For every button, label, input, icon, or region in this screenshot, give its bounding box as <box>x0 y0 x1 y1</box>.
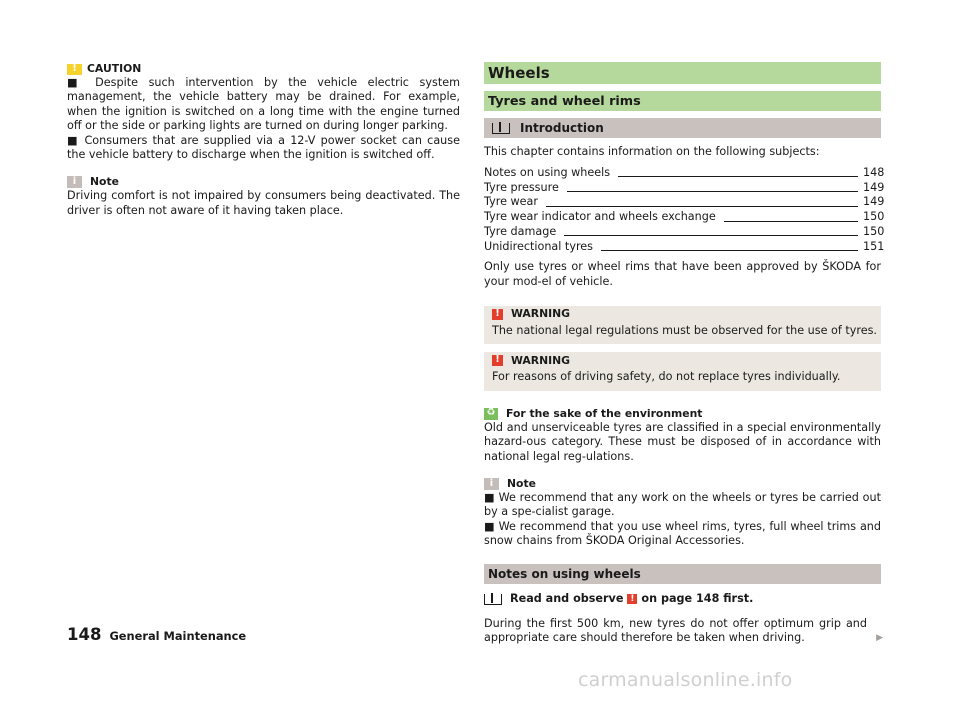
note-text: Driving comfort is not impaired by consumers being deactivated. The driver is often not aware of it having taken place. <box>67 189 460 217</box>
caution-icon <box>67 64 82 75</box>
warning-label: WARNING <box>511 307 571 321</box>
note-item-1: ■ We recommend that any work on the wheels or tyres be carried out by a spe-cialist garage. <box>484 491 881 519</box>
toc-entry-page: 150 <box>863 224 885 238</box>
environment-icon <box>484 408 498 420</box>
toc-entry-label: Tyre damage <box>484 224 557 238</box>
toc-entry[interactable] <box>484 224 885 240</box>
toc-entry[interactable] <box>484 210 885 225</box>
warning-text: The national legal regulations must be observed for the use of tyres. <box>492 324 877 337</box>
toc-entry-page: 149 <box>863 180 885 194</box>
first-km-text: During the first 500 km, new tyres do not offer optimum grip and appropriate care should therefore be taken when driving. <box>484 616 867 645</box>
toc-entry[interactable] <box>484 180 885 195</box>
continue-arrow-icon: ▶ <box>876 633 883 644</box>
note-header <box>484 477 881 491</box>
caution-header <box>67 62 460 76</box>
intro-text: This chapter contains information on the following subjects: <box>484 145 820 158</box>
intro-heading: Introduction <box>520 120 604 135</box>
caution-item-2: ■ Consumers that are supplied via a 12-V power socket can cause the vehicle battery to discharge when the ignition is switched off. <box>67 133 460 162</box>
environment-label: For the sake of the environment <box>506 406 703 420</box>
toc-entry-page: 150 <box>863 210 885 224</box>
toc-entry-label: Tyre wear indicator and wheels exchange <box>484 210 716 224</box>
notes-heading: Notes on using wheels <box>484 564 881 584</box>
toc-leader <box>567 191 858 192</box>
caution-item-1: ■ Despite such intervention by the vehicle electric system management, the vehicle battery may be drained. For example, when the ignition is switched on a long time with the engine turned off or the side or parking lights are turned on during longer parking. <box>67 76 460 133</box>
section-title: Wheels <box>484 62 881 84</box>
book-icon <box>492 123 510 134</box>
info-icon <box>484 478 499 490</box>
read-suffix[interactable]: on page 148 first. <box>641 591 754 605</box>
book-icon <box>484 594 502 605</box>
toc-entry-page: 148 <box>863 165 885 179</box>
toc-entry-label: Tyre pressure <box>484 180 559 194</box>
warning-icon <box>492 309 503 320</box>
warning-text: For reasons of driving safety, do not replace tyres individually. <box>492 370 841 384</box>
page-footer <box>67 625 247 644</box>
warning-box <box>484 306 881 344</box>
environment-header <box>484 407 881 421</box>
first-km-block <box>484 617 881 646</box>
warning-box <box>484 352 881 390</box>
toc-entry-label: Tyre wear <box>484 195 538 209</box>
toc-entry-page: 151 <box>863 239 885 253</box>
warning-icon[interactable] <box>627 594 637 604</box>
toc-entry[interactable] <box>484 239 885 254</box>
toc-entry[interactable] <box>484 165 885 180</box>
page-number: 148 <box>67 625 102 644</box>
note-label: Note <box>90 175 119 189</box>
note-label: Note <box>507 476 536 490</box>
toc-leader <box>564 235 858 236</box>
toc-leader <box>601 250 858 251</box>
warning-label: WARNING <box>511 353 571 367</box>
read-prefix: Read and observe <box>510 591 624 605</box>
approval-text: Only use tyres or wheel rims that have been approved by ŠKODA for your mod-el of vehicle. <box>484 260 881 288</box>
read-and-observe <box>484 592 881 607</box>
warning-icon <box>492 355 503 366</box>
toc-entry-page: 149 <box>863 195 885 209</box>
note-header <box>67 175 460 189</box>
info-icon <box>67 176 82 188</box>
toc-leader <box>546 206 858 207</box>
toc-entry[interactable] <box>484 195 885 210</box>
toc-entry-label: Notes on using wheels <box>484 165 611 179</box>
toc-leader <box>618 176 858 177</box>
warning-header <box>492 354 881 367</box>
watermark: carmanualsonline.info <box>578 669 793 691</box>
environment-text: Old and unserviceable tyres are classified in a special environmentally hazard-ous category. These must be disposed of in accordance with national legal reg-ulations. <box>484 420 881 463</box>
intro-heading-bar <box>484 118 881 138</box>
footer-title: General Maintenance <box>109 629 247 643</box>
warning-header <box>492 308 881 321</box>
note-item-2: ■ We recommend that you use wheel rims, tyres, full wheel trims and snow chains from ŠKODA Original Accessories. <box>484 519 881 548</box>
toc-entry-label: Unidirectional tyres <box>484 239 594 253</box>
right-column <box>484 62 885 645</box>
subsection-title: Tyres and wheel rims <box>484 91 881 111</box>
caution-label: CAUTION <box>87 61 142 75</box>
left-column <box>67 62 460 218</box>
toc-leader <box>724 221 858 222</box>
toc-list <box>484 165 885 254</box>
